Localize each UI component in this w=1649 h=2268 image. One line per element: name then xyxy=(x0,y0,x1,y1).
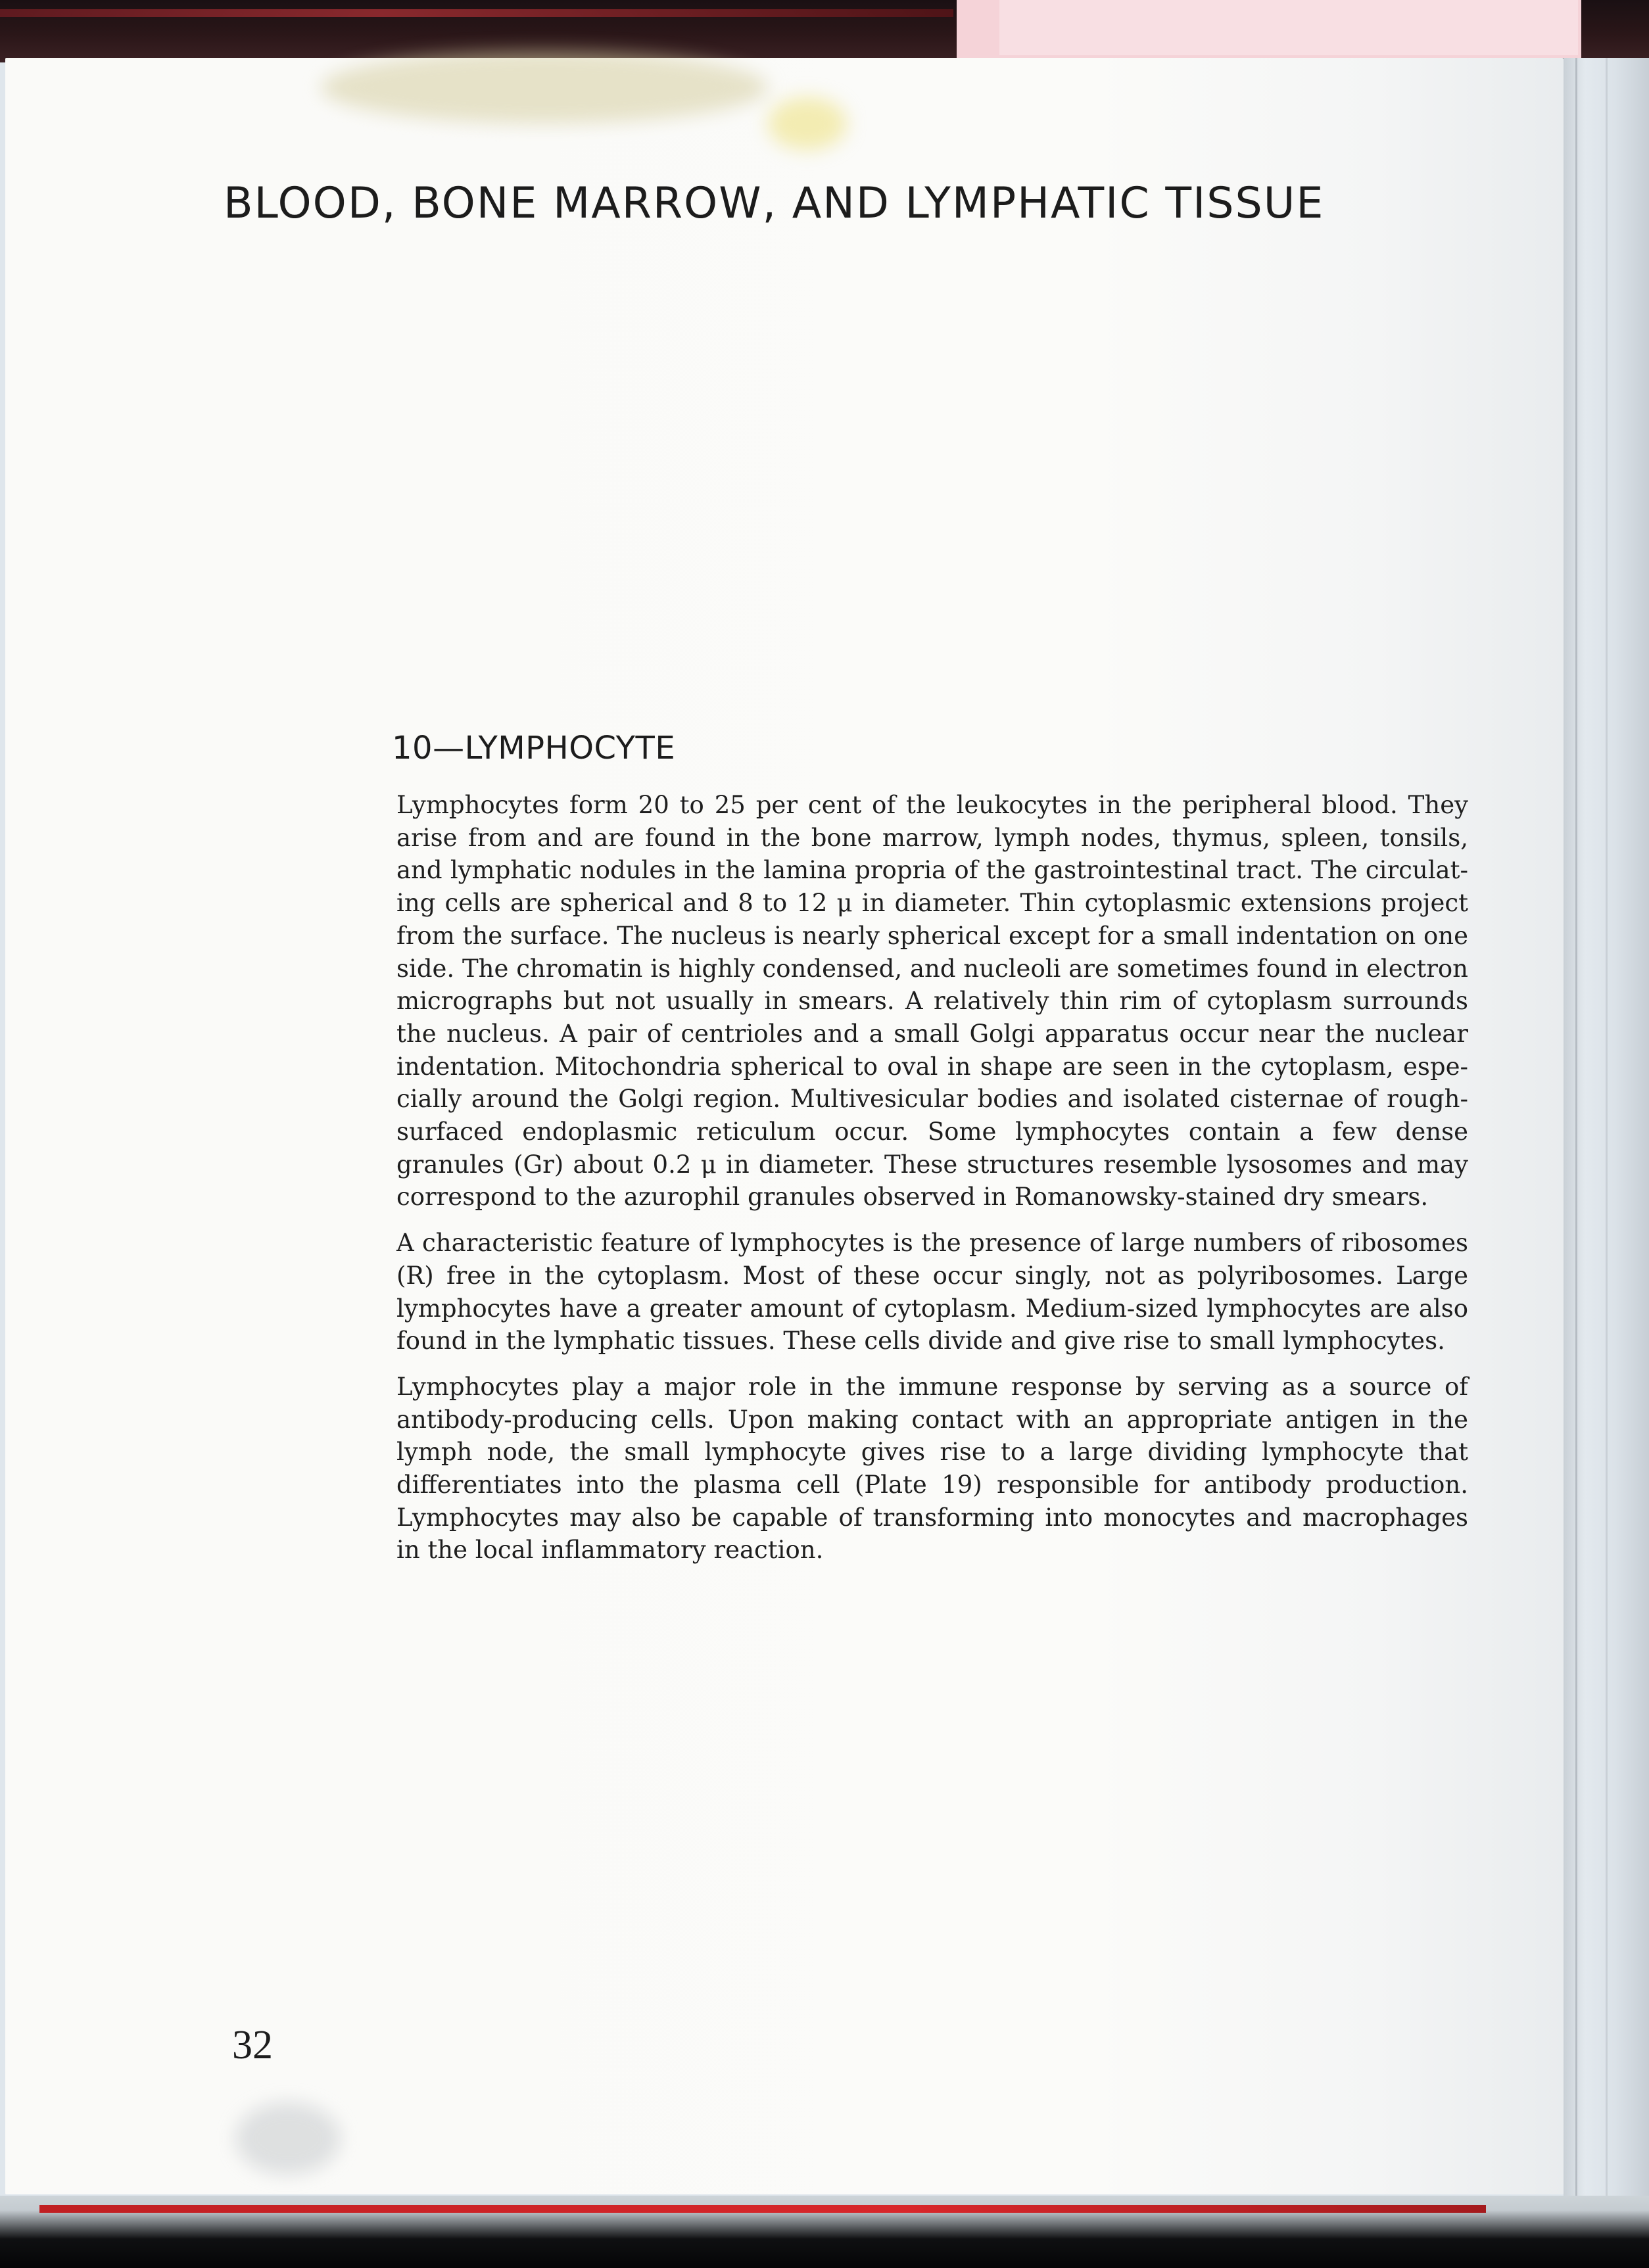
page-stack-edge xyxy=(1564,58,1649,2202)
top-stain xyxy=(321,51,768,124)
bottom-binding-band xyxy=(0,2196,1649,2268)
page-edge-line xyxy=(1575,58,1577,2202)
binding-red-edge xyxy=(0,9,953,17)
top-binding-band xyxy=(0,0,1649,62)
binding-red-line xyxy=(39,2205,1486,2213)
top-stain-yellow xyxy=(768,97,847,150)
paragraph: A characteristic feature of lymphocytes is the presence of large numbers of ribosomes (R) free in the cytoplasm. Most of these occur singly, not as polyribosomes. Large lymphocytes have a greater amount of cytoplasm. Medium-sized lymphocytes are also found in the lymphatic tissues. These cells divide and give rise to small lymphocytes. xyxy=(396,1229,1468,1356)
page-number: 32 xyxy=(232,2023,273,2067)
paragraph: Lymphocytes play a major role in the immune response by serving as a source of antibody-producing cells. Upon making contact with an appropriate antigen in the lymph node, the small lymphocyte gives rise to a large dividing lymphocyte that differentiates into the plasma cell (Plate 19) responsible for antibody production. Lymphocytes may also be capable of transforming into monocytes and macrophages in the local inflammatory reaction. xyxy=(396,1372,1468,1565)
section-heading: 10—LYMPHOCYTE xyxy=(392,730,676,767)
pink-sheet-edge-inner xyxy=(999,0,1578,55)
page-edge-line xyxy=(1606,58,1608,2202)
paragraph: Lymphocytes form 20 to 25 per cent of the leukocytes in the peripheral blood. They arise from and are found in the bone marrow, lymph nodes, thymus, spleen, tonsils, and lymphatic nodules in the lamina propria of the gastrointestinal tract. The circulating cells are spherical and 8 to 12 μ in diameter. Thin cytoplasmic extensions project from the surface. The nucleus is nearly spherical except for a small indentation on one side. The chromatin is highly condensed, and nucleoli are sometimes found in electron micrographs but not usually in smears. A relatively thin rim of cytoplasm surrounds the nucleus. A pair of centrioles and a small Golgi apparatus occur near the nuclear indentation. Mitochondria spherical to oval in shape are seen in the cytoplasm, especially around the Golgi region. Multivesicular bodies and isolated cisternae of rough-surfaced endoplasmic reticulum occur. Some lymphocytes contain a few dense granules (Gr) about 0.2 μ in diameter. These structures resemble lysosomes and may correspond to the azurophil granules observed in Romanowsky-stained dry smears. xyxy=(396,791,1468,1212)
body-text xyxy=(396,789,1468,1580)
bottom-left-smudge xyxy=(235,2102,341,2175)
running-title: BLOOD, BONE MARROW, AND LYMPHATIC TISSUE xyxy=(224,179,1325,228)
